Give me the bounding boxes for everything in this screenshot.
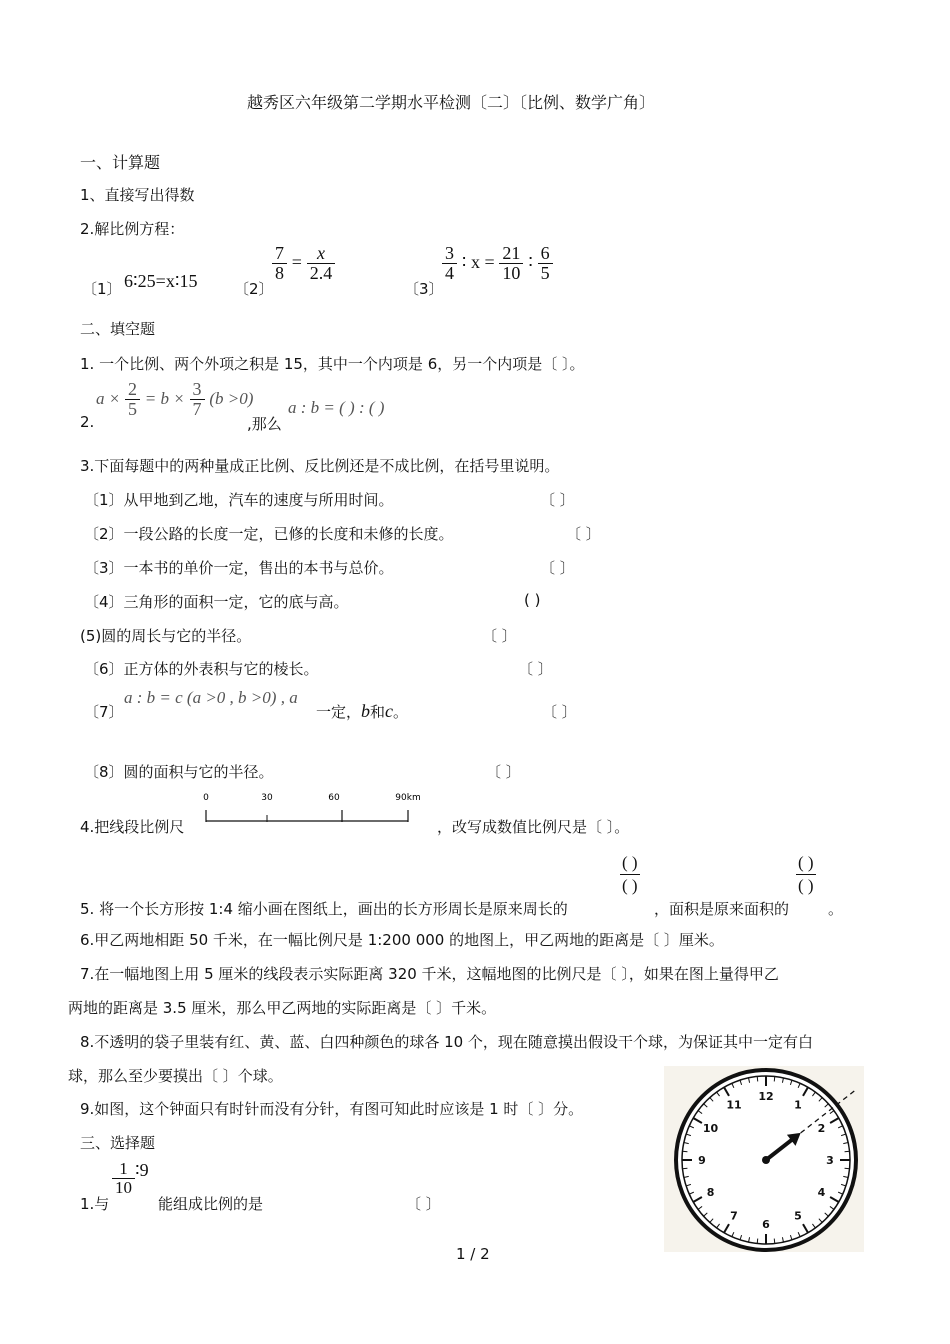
clock-number: 7 bbox=[730, 1209, 738, 1223]
fraction-denominator: 5 bbox=[540, 262, 550, 283]
fill-question-7-cont: 两地的距离是 3.5 厘米，那么甲乙两地的实际距离是〔 〕千米。 bbox=[68, 999, 497, 1017]
fill-question-5: 5. 将一个长方形按 1:4 缩小画在图纸上，画出的长方形周长是原来周长的 bbox=[80, 900, 568, 918]
math-condition: (b >0) bbox=[209, 388, 254, 408]
fraction-denominator: 7 bbox=[192, 398, 202, 419]
answer-paren[interactable]: ( ) bbox=[524, 591, 541, 609]
scale-label: 60 bbox=[328, 793, 340, 803]
clock-number: 8 bbox=[706, 1186, 715, 1199]
fraction-numerator: x bbox=[307, 244, 336, 264]
list-item: 〔8〕圆的面积与它的半径。 bbox=[84, 763, 274, 781]
clock-center bbox=[762, 1156, 770, 1164]
math-term: a × bbox=[96, 388, 121, 408]
answer-paren[interactable]: 〔 〕 bbox=[486, 763, 521, 781]
equation-label: 〔3〕 bbox=[404, 280, 444, 298]
answer-paren[interactable]: 〔 〕 bbox=[518, 660, 553, 678]
fraction-denominator: 10 bbox=[502, 262, 521, 283]
question-text: ，改写成数值比例尺是〔 〕。 bbox=[437, 818, 630, 836]
answer-paren[interactable]: 〔 〕 bbox=[482, 627, 517, 645]
fill-question-9: 9.如图，这个钟面只有时针而没有分针，有图可知此时应该是 1 时〔 〕分。 bbox=[80, 1100, 584, 1118]
clock-tick bbox=[774, 1239, 775, 1244]
clock-number: 9 bbox=[698, 1154, 706, 1167]
scale-label: 90km bbox=[395, 793, 421, 803]
ratio-blank: a : b = ( ) : ( ) bbox=[288, 398, 385, 417]
clock-number: 5 bbox=[794, 1209, 802, 1223]
clock-tick bbox=[845, 1151, 850, 1152]
fraction-denominator: 2.4 bbox=[309, 262, 333, 283]
blank-denominator[interactable]: ( ) bbox=[622, 875, 638, 895]
answer-paren[interactable]: 〔 〕 bbox=[566, 525, 601, 543]
choice-1-ratio bbox=[112, 1160, 149, 1197]
scale-label: 0 bbox=[203, 793, 209, 803]
fill-question-8-cont: 球，那么至少要摸出〔 〕个球。 bbox=[68, 1067, 283, 1085]
clock-number: 6 bbox=[762, 1218, 770, 1231]
blank-denominator[interactable]: ( ) bbox=[798, 875, 814, 895]
list-item: 〔6〕正方体的外表积与它的棱长。 bbox=[84, 660, 319, 678]
item-7-text-part: 和 bbox=[370, 703, 386, 721]
fraction-numerator: 6 bbox=[538, 244, 553, 264]
page-title: 越秀区六年级第二学期水平检测〔二〕〔比例、数学广角〕 bbox=[247, 93, 656, 112]
math-variable: c bbox=[385, 701, 394, 721]
fraction-numerator: 3 bbox=[442, 244, 457, 264]
fraction-denominator: 4 bbox=[445, 262, 454, 283]
fill-question-2-label: 2. bbox=[80, 413, 95, 431]
clock-number: 10 bbox=[702, 1122, 719, 1135]
fraction-numerator: 1 bbox=[112, 1160, 135, 1179]
fraction-denominator: 8 bbox=[275, 262, 284, 283]
math-term: = b × bbox=[144, 388, 185, 408]
ratio-term: ∶9 bbox=[135, 1160, 149, 1180]
question-text: 。 bbox=[828, 900, 844, 918]
question-text: 2.解比例方程： bbox=[80, 220, 185, 238]
clock-tick bbox=[845, 1168, 850, 1169]
item-7-text-part: 。 bbox=[393, 703, 409, 721]
clock-tick bbox=[757, 1239, 758, 1244]
blank-numerator[interactable]: ( ) bbox=[796, 852, 816, 875]
clock-tick bbox=[774, 1076, 775, 1081]
question-text: 能组成比例的是 bbox=[158, 1195, 264, 1213]
fill-question-7: 7.在一幅地图上用 5 厘米的线段表示实际距离 320 千米，这幅地图的比例尺是〔 〕，如果在图上量得甲乙 bbox=[80, 965, 779, 983]
equation-2 bbox=[272, 244, 335, 283]
fill-question-3: 3.下面每题中的两种量成正比例、反比例还是不成比例，在括号里说明。 bbox=[80, 457, 560, 475]
clock-tick bbox=[757, 1076, 758, 1081]
fill-question-2-equation bbox=[96, 380, 253, 419]
fraction-numerator: 3 bbox=[190, 380, 205, 400]
fill-question-6: 6.甲乙两地相距 50 千米，在一幅比例尺是 1:200 000 的地图上，甲乙两地的距离是〔 〕厘米。 bbox=[80, 931, 724, 949]
fill-question-1: 1. 一个比例、两个外项之积是 15，其中一个内项是 6，另一个内项是〔 〕。 bbox=[80, 355, 585, 373]
scale-bar bbox=[198, 788, 428, 828]
equation-middle: ∶ x = bbox=[461, 251, 495, 272]
clock-tick bbox=[682, 1151, 687, 1152]
fraction-numerator: 7 bbox=[272, 244, 287, 264]
answer-paren[interactable]: 〔 〕 bbox=[540, 491, 575, 509]
list-item: 〔1〕从甲地到乙地，汽车的速度与所用时间。 bbox=[84, 491, 394, 509]
answer-paren[interactable]: 〔 〕 bbox=[406, 1195, 441, 1213]
fraction-denominator: 5 bbox=[128, 398, 138, 419]
list-item: 〔3〕一本书的单价一定，售出的本书与总价。 bbox=[84, 559, 394, 577]
question-text: ，面积是原来面积的 bbox=[654, 900, 790, 918]
clock-number: 12 bbox=[758, 1090, 774, 1103]
equals-sign: = bbox=[291, 251, 302, 272]
list-item: 〔2〕一段公路的长度一定，已修的长度和未修的长度。 bbox=[84, 525, 454, 543]
section-heading-calc: 一、计算题 bbox=[80, 153, 161, 172]
blank-numerator[interactable]: ( ) bbox=[620, 852, 640, 875]
scale-label: 30 bbox=[261, 793, 273, 803]
question-text: 1、直接写出得数 bbox=[80, 186, 195, 204]
question-text: ,那么 bbox=[247, 415, 282, 433]
clock-number: 1 bbox=[794, 1098, 802, 1112]
section-heading-choice: 三、选择题 bbox=[80, 1134, 156, 1152]
list-item: 〔4〕三角形的面积一定，它的底与高。 bbox=[84, 593, 349, 611]
clock-tick bbox=[682, 1168, 687, 1169]
clock-number: 4 bbox=[817, 1186, 826, 1199]
blank-fraction[interactable] bbox=[620, 852, 640, 897]
item-7-text bbox=[316, 701, 408, 722]
blank-fraction[interactable] bbox=[796, 852, 816, 897]
page-number: 1 / 2 bbox=[456, 1245, 490, 1263]
clock-number: 2 bbox=[817, 1122, 826, 1135]
equation-label: 〔2〕 bbox=[234, 280, 274, 298]
item-7-text-part: 一定， bbox=[316, 703, 362, 721]
list-item-label: 〔7〕 bbox=[84, 703, 124, 721]
clock-number: 3 bbox=[826, 1154, 834, 1167]
section-heading-fill: 二、填空题 bbox=[80, 320, 156, 338]
list-item: (5)圆的周长与它的半径。 bbox=[80, 627, 252, 645]
clock-figure bbox=[664, 1066, 864, 1252]
math-variable: b bbox=[361, 701, 371, 721]
fill-question-4: 4.把线段比例尺 bbox=[80, 818, 185, 836]
fraction-numerator: 21 bbox=[499, 244, 523, 264]
answer-paren[interactable]: 〔 〕 bbox=[542, 703, 577, 721]
clock-number: 11 bbox=[726, 1098, 742, 1112]
fraction-numerator: 2 bbox=[125, 380, 140, 400]
item-7-math: a : b = c (a >0 , b >0) , a bbox=[124, 688, 298, 707]
fraction-denominator: 10 bbox=[115, 1177, 132, 1197]
equation-label: 〔1〕 bbox=[82, 280, 122, 298]
equation-1: 6∶25=x∶15 bbox=[124, 271, 198, 291]
fill-question-8: 8.不透明的袋子里装有红、黄、蓝、白四种颜色的球各 10 个，现在随意摸出假设干个球，为保证其中一定有白 bbox=[80, 1033, 813, 1051]
equation-3 bbox=[442, 244, 553, 283]
ratio-colon: ∶ bbox=[528, 251, 533, 272]
answer-paren[interactable]: 〔 〕 bbox=[540, 559, 575, 577]
choice-question-1: 1.与 bbox=[80, 1195, 110, 1213]
